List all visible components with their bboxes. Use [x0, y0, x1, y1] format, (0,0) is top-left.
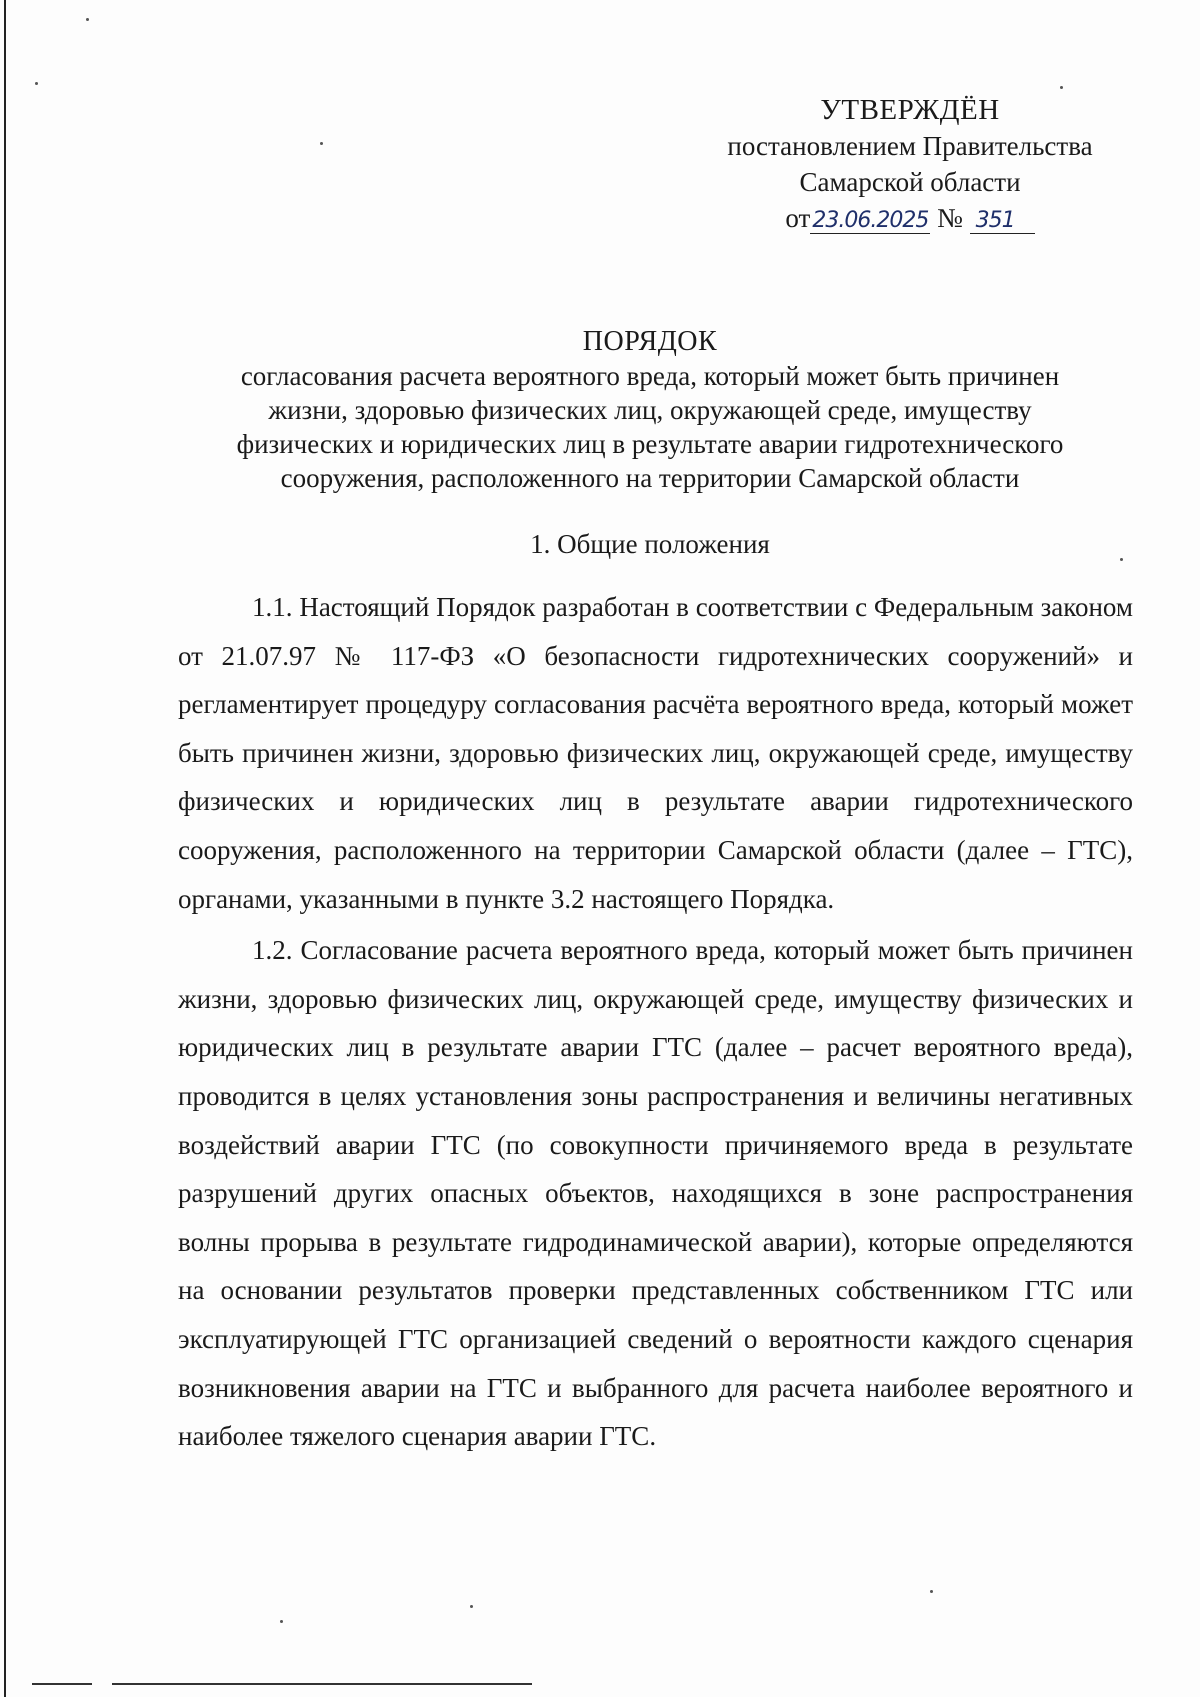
- approval-date-line: [785, 200, 1034, 239]
- bottom-scan-rule: [32, 1683, 92, 1685]
- scan-speck: [320, 142, 323, 145]
- handwritten-date: 23.06.2025: [812, 208, 929, 233]
- section-heading: 1. Общие положения: [530, 529, 770, 559]
- document-subtitle-line-3: физических и юридических лиц в результате аварии гидротехнического: [236, 429, 1064, 459]
- scan-speck: [1120, 558, 1123, 561]
- scan-speck: [470, 1605, 473, 1608]
- paragraph-1-1: 1.1. Настоящий Порядок разработан в соответствии с Федеральным законом от 21.07.97 № 117-ФЗ «О безопасности гидротехнических сооружений» и регламентирует процедуру согласования расчёта вероятного вреда, который может быть причинен жизни, здоровью физических лиц, окружающей среде, имуществу физических и юридических лиц в результате аварии гидротехнического сооружения, расположенного на территории Самарской области (далее – ГТС), органами, указанными в пункте 3.2 настоящего Порядка.: [178, 592, 1133, 914]
- document-title: ПОРЯДОК: [582, 326, 718, 357]
- document-subtitle-line-4: сооружения, расположенного на территории Самарской области: [280, 463, 1020, 493]
- scan-edge-line: [4, 0, 6, 1697]
- number-prefix: №: [937, 203, 963, 233]
- approval-region: Самарской области: [799, 167, 1021, 197]
- approval-stamp-block: [700, 92, 1120, 239]
- scan-speck: [280, 1620, 283, 1623]
- approval-title: УТВЕРЖДЁН: [820, 94, 1000, 126]
- document-subtitle-line-2: жизни, здоровью физических лиц, окружающей среде, имуществу: [268, 395, 1032, 425]
- section-body: [178, 583, 1133, 1464]
- document-title-block: [150, 325, 1150, 495]
- paragraph-1-2: 1.2. Согласование расчета вероятного вреда, который может быть причинен жизни, здоровью физических лиц, окружающей среде, имуществу физических и юридических лиц в результате аварии ГТС (далее – расчет вероятного вреда), проводится в целях установления зоны распространения и величины негативных воздействий аварии ГТС (по совокупности причиняемого вреда в результате разрушений других опасных объектов, находящихся в зоне распространения волны прорыва в результате гидродинамической аварии), которые определяются на основании результатов проверки представленных собственником ГТС или эксплуатирующей ГТС организацией сведений о вероятности каждого сценария возникновения аварии на ГТС и выбранного для расчета наиболее вероятного и наиболее тяжелого сценария аварии ГТС.: [178, 935, 1133, 1452]
- handwritten-number: 351: [970, 208, 1035, 234]
- scan-speck: [1060, 86, 1063, 89]
- approval-authority: постановлением Правительства: [727, 131, 1093, 161]
- date-prefix: от: [785, 203, 811, 233]
- scan-speck: [930, 1590, 933, 1593]
- bottom-scan-rule: [112, 1683, 532, 1685]
- scan-speck: [86, 18, 89, 21]
- scan-speck: [35, 82, 38, 85]
- document-subtitle-line-1: согласования расчета вероятного вреда, который может быть причинен: [240, 361, 1060, 391]
